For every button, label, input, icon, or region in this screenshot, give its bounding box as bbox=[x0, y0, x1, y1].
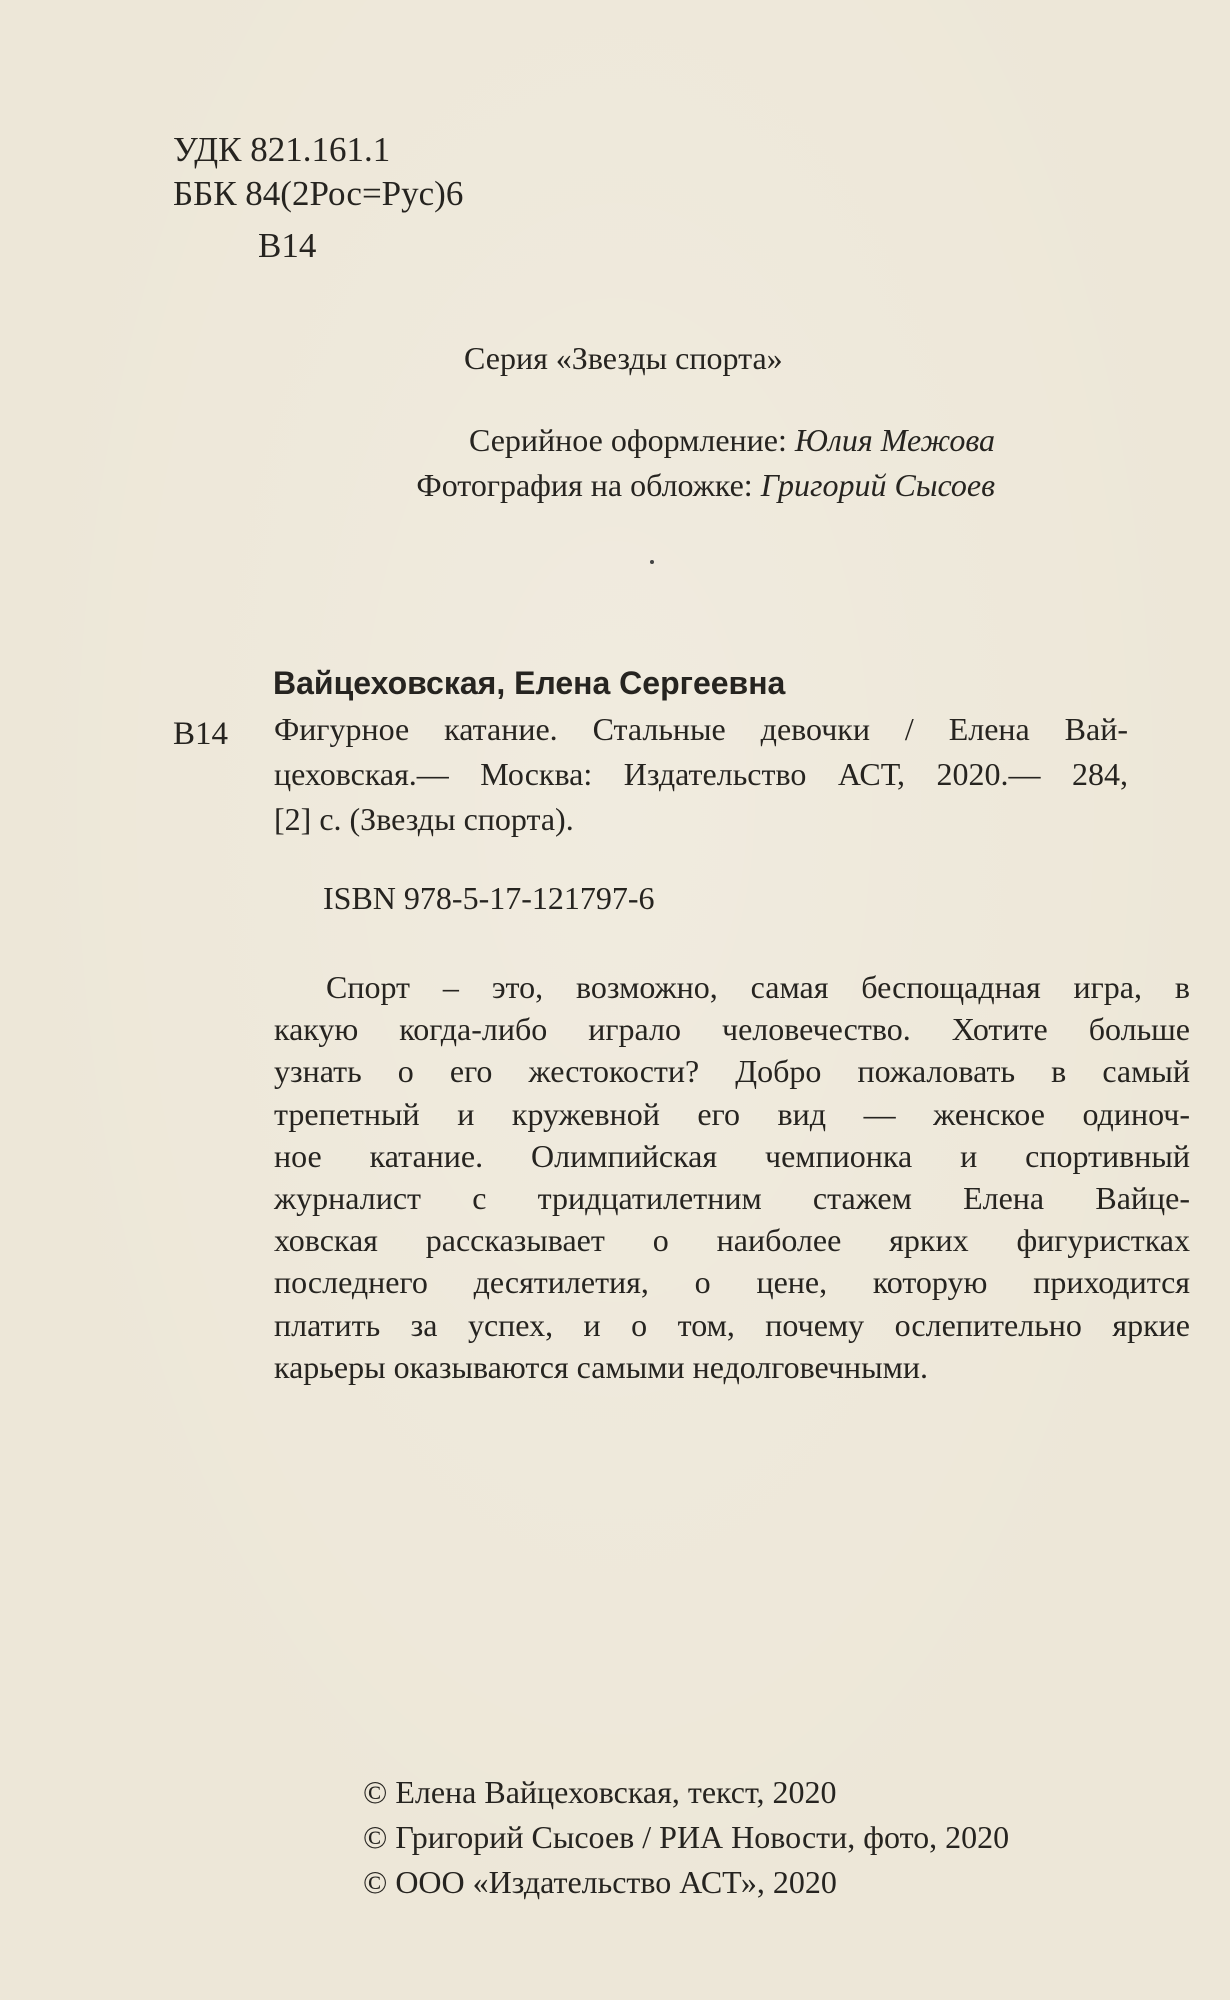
annotation-line: карьеры оказываются самыми недолговечными. bbox=[274, 1348, 929, 1385]
series-title: Серия «Звезды спорта» bbox=[464, 340, 783, 376]
copyright-line: © Елена Вайцеховская, текст, 2020 bbox=[363, 1774, 837, 1810]
catalog-author-mark: В14 bbox=[173, 716, 229, 752]
copyright-block bbox=[363, 1770, 1009, 1905]
annotation-line: платить за успех, и о том, почему ослепительно яркие bbox=[274, 1306, 1190, 1343]
separator-dot bbox=[650, 560, 654, 564]
catalog-description bbox=[274, 707, 1128, 842]
annotation-line: последнего десятилетия, о цене, которую приходится bbox=[274, 1264, 1190, 1301]
description-line: цеховская.— Москва: Издательство АСТ, 2020.— 284, bbox=[274, 756, 1128, 792]
annotation-line: какую когда-либо играло человечество. Хотите больше bbox=[274, 1011, 1190, 1048]
credit-design bbox=[300, 418, 995, 463]
catalog-author: Вайцеховская, Елена Сергеевна bbox=[273, 665, 786, 701]
credit-role: Фотография на обложке: bbox=[416, 467, 753, 503]
bbk-code: ББК 84(2Рос=Рус)6 bbox=[173, 174, 464, 213]
isbn: ISBN 978-5-17-121797-6 bbox=[323, 880, 655, 916]
credit-person: Юлия Межова bbox=[794, 422, 995, 458]
author-mark: В14 bbox=[258, 226, 317, 265]
annotation-line: журналист с тридцатилетним стажем Елена Вайце- bbox=[274, 1180, 1190, 1217]
description-line: [2] с. (Звезды спорта). bbox=[274, 801, 574, 837]
credit-role: Серийное оформление: bbox=[468, 422, 787, 458]
annotation bbox=[274, 966, 1190, 1388]
udk-code: УДК 821.161.1 bbox=[173, 130, 391, 169]
annotation-line: ховская рассказывает о наиболее ярких фигуристках bbox=[274, 1222, 1190, 1259]
annotation-line: Спорт – это, возможно, самая беспощадная игра, в bbox=[326, 969, 1190, 1005]
credit-photo bbox=[300, 463, 995, 508]
annotation-line: ное катание. Олимпийская чемпионка и спортивный bbox=[274, 1137, 1190, 1174]
copyright-line: © Григорий Сысоев / РИА Новости, фото, 2020 bbox=[363, 1819, 1010, 1855]
annotation-line: трепетный и кружевной его вид — женское одиноч- bbox=[274, 1095, 1190, 1132]
description-line: Фигурное катание. Стальные девочки / Елена Вай- bbox=[274, 711, 1128, 747]
copyright-line: © ООО «Издательство АСТ», 2020 bbox=[363, 1864, 837, 1900]
credits-block bbox=[300, 418, 995, 508]
credit-person: Григорий Сысоев bbox=[760, 467, 995, 503]
annotation-line: узнать о его жестокости? Добро пожаловать в самый bbox=[274, 1053, 1190, 1090]
